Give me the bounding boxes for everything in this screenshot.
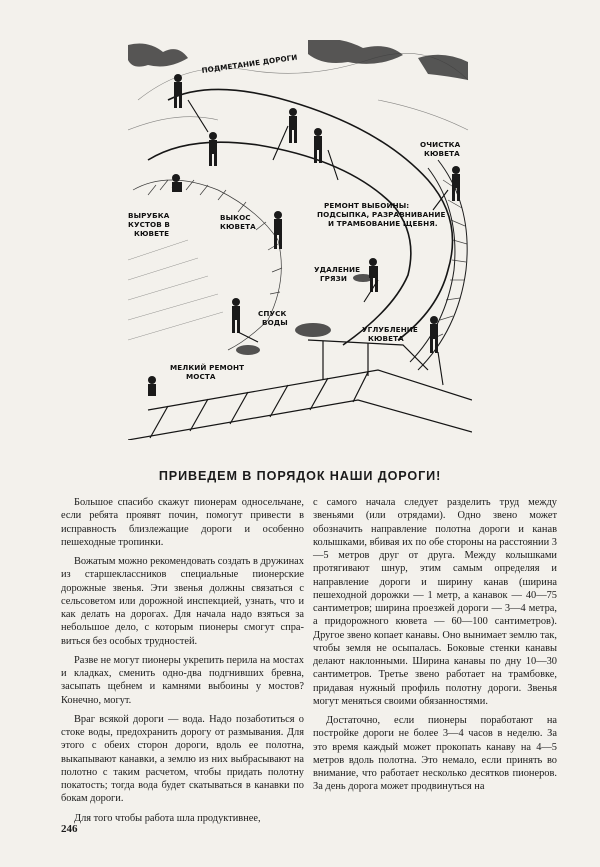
label-repair-1: РЕМОНТ ВЫБОИНЫ: [324,201,410,210]
paragraph: Достаточно, если пионеры поработают на постройке дороги не более 3—4 часов в неделю. За это время каждый может прокопать канаву на 4—5 метров вдоль полотна. Это немало, если принять во внимание, что работает несколько десятков пионеров. За день дорога может продвинуться на [313,715,557,793]
label-deepen-1: УГЛУБЛЕНИЕ [362,325,418,334]
page-number: 246 [61,823,78,835]
label-bridge-2: МОСТА [186,372,216,381]
label-dirt-2: ГРЯЗИ [320,274,348,283]
label-drain-1: СПУСК [258,309,287,318]
label-repair-2: ПОДСЫПКА, РАЗРАВНИВАНИЕ [317,210,446,219]
label-removal-2: КЮВЕТА [220,222,256,231]
label-sweeping: ПОДМЕТАНИЕ ДОРОГИ [201,52,299,75]
label-uprooting-2: КУСТОВ В [128,220,170,229]
left-column [61,496,304,831]
label-removal-1: ВЫКОС [220,213,251,222]
label-deepen-2: КЮВЕТА [368,334,404,343]
paragraph: Большое спасибо скажут пионерам односельчане, если ребята проявят почин, помогут привести в исправность близлежащие дороги и особенно пешеходные тропинки. [61,497,304,548]
article-title: ПРИВЕДЕМ В ПОРЯДОК НАШИ ДОРОГИ! [158,469,442,483]
label-cleaning-1: ОЧИСТКА [420,140,461,149]
paragraph: Враг всякой дороги — вода. Надо позаботиться о стоке воды, предохранить дорогу от размывания. Для этого с обеих сторон дороги, вдоль ее полотна, выкапывают канавки, а землю из них выбрасывают на полотно с таким расчетом, чтобы придать полотну покатость; тогда вода будет скатываться в канавки по бокам дороги. [61,713,304,805]
label-bridge-1: МЕЛКИЙ РЕМОНТ [170,363,245,372]
right-column [313,496,557,800]
road-repair-illustration [128,40,472,440]
paragraph: с самого начала следует разделить труд между звеньями (или отрядами). Одно звено может обозначить направление полотна дороги и канав колышками, вбивая их по обе стороны на расстоянии 3—5 метров друг от друга. Между колышками протягивают шнур, этим самым определяя и направление дороги и ширину канав (ширина пешеходной дорожки — 1 метр, а канавок — 40—75 сантиметров; ширина проезжей дороги — 3—4 метра, а придорожного кювета — 60—100 сантиметров). Другое звено копает канавы. Оно вынимает землю так, чтобы земля не осыпалась. Боковые стенки канавы делают наклонными. Ширина канавы по дну 10—30 сантиметров. Третье звено работает на трамбовке, придавая нужный профиль полотну дороги. Звенья могут меняться своими обязанностями. [313,497,557,707]
paragraph: Разве не могут пионеры укрепить перила на мостах и кладках, сменить одно-два подгнивших бревна, засыпать щебнем и камнями выбоины у мостов? Конечно, могут. [61,654,304,706]
label-uprooting-1: ВЫРУБКА [128,211,170,220]
label-cleaning-2: КЮВЕТА [424,149,460,158]
road-repair-drawing [128,40,472,440]
label-uprooting-3: КЮВЕТЕ [134,229,170,238]
paragraph: Для того чтобы работа шла продуктивнее, [74,812,261,824]
label-dirt-1: УДАЛЕНИЕ [314,265,361,274]
label-repair-3: И ТРАМБОВАНИЕ ЩЕБНЯ. [328,219,438,228]
label-drain-2: ВОДЫ [262,318,288,327]
paragraph: Вожатым можно рекомендовать создать в дружинах из старшеклассников специальные пионерские дорожные звенья. Эти звенья должны связаться с сельсоветом или дорожной инспекцией, узнать, что и как делать на дорогах. Для начала надо взяться за небольшое дело, с которым пионеры смогут справиться без особых трудностей. [61,556,304,647]
